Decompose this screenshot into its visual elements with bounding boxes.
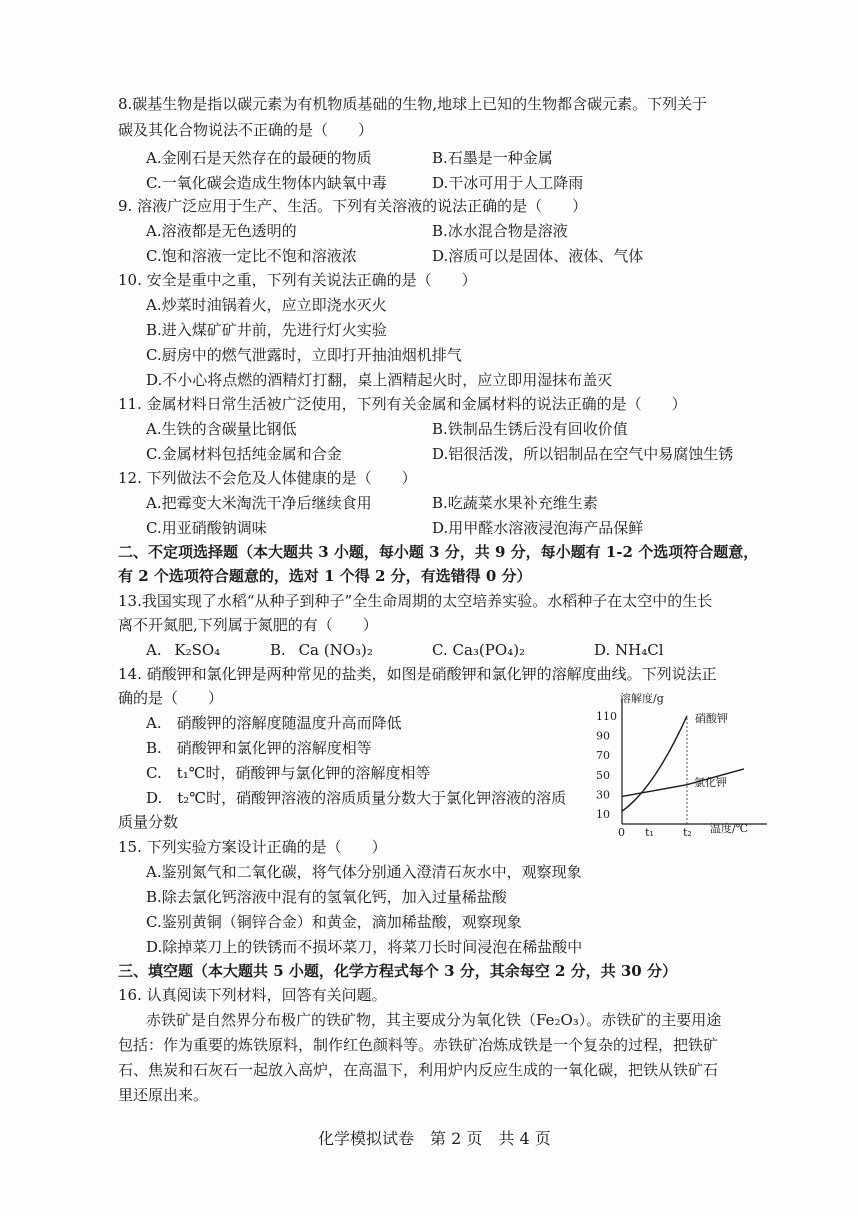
q9-option-c: C.饱和溶液一定比不饱和溶液浓 xyxy=(146,247,357,265)
q15-option-b: B.除去氯化钙溶液中混有的氢氧化钙，加入过量稀盐酸 xyxy=(146,888,507,906)
chart-y-tick-label: 90 xyxy=(596,729,610,743)
q16-paragraph-line4: 里还原出来。 xyxy=(118,1086,209,1104)
section-3-heading: 三、填空题（本大题共 5 小题，化学方程式每个 3 分，其余每空 2 分，共 30 分） xyxy=(118,962,677,980)
chart-y-tick-label: 10 xyxy=(596,808,610,822)
q10-stem: 10. 安全是重中之重，下列有关说法正确的是（ ） xyxy=(118,271,477,289)
chart-x-tick-label: t₂ xyxy=(683,826,692,839)
q8-stem-line1: 8.碳基生物是指以碳元素为有机物质基础的生物,地球上已知的生物都含碳元素。下列关于 xyxy=(118,95,708,113)
q11-option-c: C.金属材料包括纯金属和合金 xyxy=(146,445,342,463)
q14-option-d-line2: 质量分数 xyxy=(118,813,179,831)
q9-option-d: D.溶质可以是固体、液体、气体 xyxy=(432,247,644,265)
q10-option-d: D.不小心将点燃的酒精灯打翻，桌上酒精起火时，应立即用湿抹布盖灭 xyxy=(146,371,613,389)
q12-option-b: B.吃蔬菜水果补充维生素 xyxy=(432,494,598,512)
q12-stem: 12. 下列做法不会危及人体健康的是（ ） xyxy=(118,469,417,487)
q13-option-c xyxy=(432,640,525,660)
q9-option-a: A.溶液都是无色透明的 xyxy=(146,222,297,240)
q8-option-b: B.石墨是一种金属 xyxy=(432,149,553,167)
q10-option-c: C.厨房中的燃气泄露时，立即打开抽油烟机排气 xyxy=(146,346,462,364)
chart-x-tick-label: t₁ xyxy=(645,826,654,839)
q8-option-a: A.金刚石是天然存在的最硬的物质 xyxy=(146,149,372,167)
q14-option-b: B. 硝酸钾和氯化钾的溶解度相等 xyxy=(146,739,372,757)
chart-x-tick-label: 0 xyxy=(618,826,625,839)
q13-option-b-formula: Ca (NO₃)₂ xyxy=(298,641,373,659)
q15-stem: 15. 下列实验方案设计正确的是（ ） xyxy=(118,838,387,856)
q11-stem: 11. 金属材料日常生活被广泛使用，下列有关金属和金属材料的说法正确的是（ ） xyxy=(118,395,687,413)
q14-option-c: C. t₁℃时，硝酸钾与氯化钾的溶解度相等 xyxy=(146,764,431,782)
q13-stem-line2: 离不开氮肥,下列属于氮肥的有（ ） xyxy=(118,616,378,634)
q13-option-d xyxy=(594,640,664,660)
q13-option-d-label: D. xyxy=(594,641,611,659)
q9-stem: 9. 溶液广泛应用于生产、生活。下列有关溶液的说法正确的是（ ） xyxy=(118,197,588,215)
q13-option-a-label: A. xyxy=(146,641,162,659)
section-2-heading-line1: 二、不定项选择题（本大题共 3 小题，每小题 3 分，共 9 分，每小题有 1-2 个选项符合题意， xyxy=(118,543,759,561)
q13-option-c-label: C. xyxy=(432,641,448,659)
q9-option-b: B.冰水混合物是溶液 xyxy=(432,222,568,240)
q8-option-c: C.一氧化碳会造成生物体内缺氧中毒 xyxy=(146,174,387,192)
chart-series-label: 硝酸钾 xyxy=(695,711,728,725)
q13-option-b xyxy=(270,640,373,660)
q13-option-d-formula: NH₄Cl xyxy=(615,641,664,659)
q14-option-a: A. 硝酸钾的溶解度随温度升高而降低 xyxy=(146,714,402,732)
q12-option-d: D.用甲醛水溶液浸泡海产品保鲜 xyxy=(432,519,644,537)
q16-stem: 16. 认真阅读下列材料，回答有关问题。 xyxy=(118,986,387,1004)
q15-option-c: C.鉴别黄铜（铜锌合金）和黄金，滴加稀盐酸，观察现象 xyxy=(146,913,522,931)
q13-option-b-label: B. xyxy=(270,641,286,659)
chart-ylabel: 溶解度/g xyxy=(620,692,664,705)
q11-option-d: D.铝很活泼，所以铝制品在空气中易腐蚀生锈 xyxy=(432,445,734,463)
q10-option-b: B.进入煤矿矿井前，先进行灯火实验 xyxy=(146,321,387,339)
chart-y-tick-label: 30 xyxy=(596,788,610,802)
q14-stem-line2: 确的是（ ） xyxy=(118,689,224,707)
q15-option-a: A.鉴别氮气和二氧化碳，将气体分别通入澄清石灰水中，观察现象 xyxy=(146,863,582,881)
q10-option-a: A.炒菜时油锅着火，应立即浇水灭火 xyxy=(146,296,387,314)
page-footer: 化学模拟试卷 第 2 页 共 4 页 xyxy=(318,1129,551,1148)
chart-y-tick-label: 70 xyxy=(596,749,610,763)
q13-option-a xyxy=(146,640,220,660)
q12-option-a: A.把霉变大米淘洗干净后继续食用 xyxy=(146,494,372,512)
chart-series-label: 氯化钾 xyxy=(694,776,727,789)
q12-option-c: C.用亚硝酸钠调味 xyxy=(146,519,267,537)
section-2-heading-line2: 有 2 个选项符合题意的，选对 1 个得 2 分，有选错得 0 分） xyxy=(118,567,532,585)
q13-option-a-formula: K₂SO₄ xyxy=(174,641,221,659)
chart-y-tick-label: 50 xyxy=(596,768,610,782)
q16-paragraph-line2: 包括：作为重要的炼铁原料，制作红色颜料等。赤铁矿冶炼成铁是一个复杂的过程，把铁矿 xyxy=(118,1036,719,1054)
q16-paragraph-line3: 石、焦炭和石灰石一起放入高炉，在高温下，利用炉内反应生成的一氧化碳，把铁从铁矿石 xyxy=(118,1061,719,1079)
chart-xlabel: 温度/℃ xyxy=(710,822,749,835)
q15-option-d: D.除掉菜刀上的铁锈而不损坏菜刀，将菜刀长时间浸泡在稀盐酸中 xyxy=(146,938,583,956)
q13-stem-line1: 13.我国实现了水稻“从种子到种子”全生命周期的太空培养实验。水稻种子在太空中的生长 xyxy=(118,592,713,610)
q13-option-c-formula: Ca₃(PO₄)₂ xyxy=(452,641,526,659)
solubility-curve-chart xyxy=(592,690,772,840)
q14-option-d-line1: D. t₂℃时，硝酸钾溶液的溶质质量分数大于氯化钾溶液的溶质 xyxy=(146,789,567,807)
q14-stem-line1: 14. 硝酸钾和氯化钾是两种常见的盐类，如图是硝酸钾和氯化钾的溶解度曲线。下列说法正 xyxy=(118,665,717,683)
q11-option-b: B.铁制品生锈后没有回收价值 xyxy=(432,420,628,438)
q16-paragraph-line1: 赤铁矿是自然界分布极广的铁矿物，其主要成分为氧化铁（Fe₂O₃）。赤铁矿的主要用途 xyxy=(146,1011,722,1029)
q11-option-a: A.生铁的含碳量比钢低 xyxy=(146,420,297,438)
chart-series-line xyxy=(622,716,687,811)
chart-y-tick-label: 110 xyxy=(596,709,617,723)
q8-stem-line2: 碳及其化合物说法不正确的是（ ） xyxy=(118,121,374,139)
q8-option-d: D.干冰可用于人工降雨 xyxy=(432,174,584,192)
